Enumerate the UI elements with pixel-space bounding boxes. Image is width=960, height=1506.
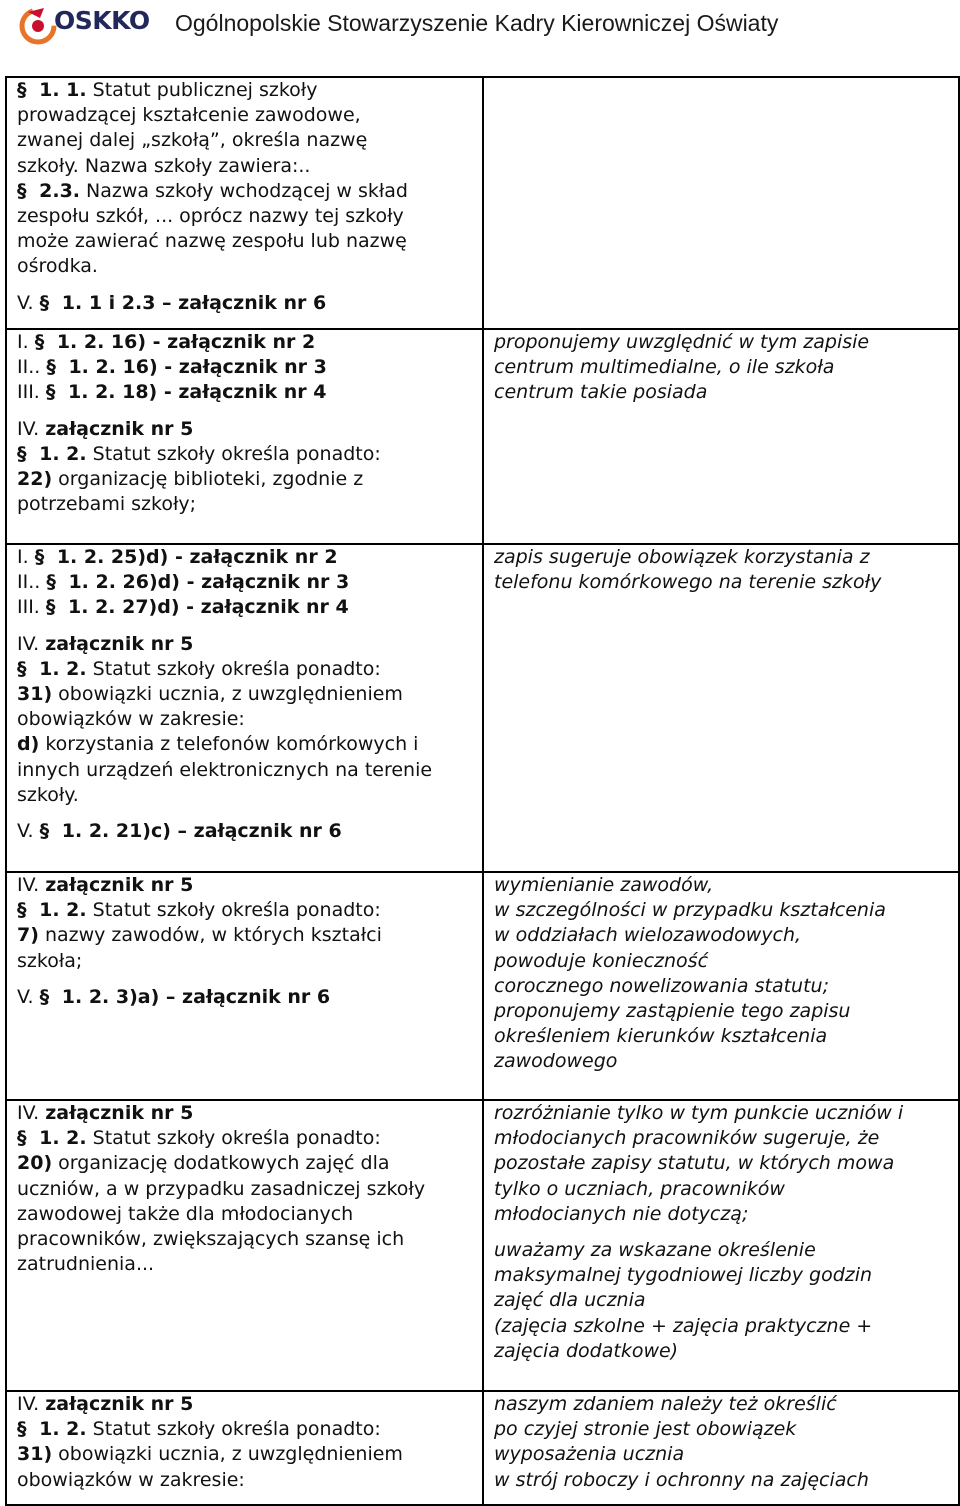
- text-line: [494, 999, 950, 1024]
- text-line: [494, 1126, 950, 1151]
- provision-paragraph: [17, 873, 474, 974]
- text-line: [494, 330, 950, 355]
- table-row: [6, 872, 959, 1100]
- text-line: [17, 1126, 474, 1151]
- text-line: [494, 1263, 950, 1288]
- text-segment: centrum multimedialne, o ile szkoła: [494, 356, 835, 379]
- text-line: [17, 78, 474, 103]
- text-segment: IV.: [17, 1393, 46, 1415]
- section-sign: §: [45, 381, 63, 404]
- text-line: [17, 103, 474, 128]
- text-line: [17, 291, 474, 316]
- text-segment: Statut szkoły określa ponadto:: [86, 657, 381, 680]
- text-segment: 1. 1.: [39, 79, 87, 101]
- text-line: [494, 1151, 950, 1176]
- text-segment: V.: [17, 985, 40, 1008]
- text-segment: telefonu komórkowego na terenie szkoły: [494, 571, 882, 594]
- text-line: [17, 873, 474, 898]
- comment-paragraph: [494, 330, 950, 406]
- statute-comments-table: [5, 76, 960, 1506]
- text-line: [17, 1101, 474, 1126]
- text-segment: w szczególności w przypadku kształcenia: [494, 899, 886, 922]
- text-line: [17, 1151, 474, 1176]
- text-segment: Statut szkoły określa ponadto:: [86, 442, 381, 465]
- text-line: [494, 1202, 950, 1227]
- text-segment: wyposażenia ucznia: [494, 1443, 685, 1466]
- text-line: [17, 1202, 474, 1227]
- text-segment: Nazwa szkoły wchodzącej w skład: [80, 179, 408, 202]
- provision-paragraph: [17, 417, 474, 518]
- text-segment: załącznik nr 5: [45, 1102, 194, 1124]
- text-segment: szkoła;: [17, 949, 83, 972]
- comment-cell: [483, 329, 959, 544]
- text-segment: corocznego nowelizowania statutu;: [494, 974, 829, 997]
- page-header: [0, 0, 960, 60]
- text-segment: 1. 2. 27)d) - załącznik nr 4: [68, 596, 349, 619]
- text-line: [494, 1238, 950, 1263]
- text-segment: nazwy zawodów, w których kształci: [38, 924, 382, 947]
- text-segment: obowiązków w zakresie:: [17, 708, 245, 731]
- text-line: [17, 229, 474, 254]
- text-segment: centrum takie posiada: [494, 381, 708, 404]
- text-segment: tylko o uczniach, pracowników: [494, 1177, 785, 1200]
- text-line: [17, 204, 474, 229]
- section-sign: §: [17, 657, 34, 680]
- text-segment: 7): [17, 924, 39, 947]
- text-segment: 1. 2. 26)d) - załącznik nr 3: [68, 571, 350, 594]
- section-sign: §: [17, 1418, 34, 1441]
- section-sign: §: [39, 820, 56, 843]
- text-line: [494, 949, 950, 974]
- text-segment: 20): [17, 1152, 53, 1175]
- text-segment: załącznik nr 5: [45, 874, 194, 896]
- text-line: [17, 657, 474, 682]
- text-line: [17, 492, 474, 517]
- text-line: [17, 179, 474, 204]
- text-segment: organizację dodatkowych zajęć dla: [52, 1152, 390, 1175]
- organization-name: Ogólnopolskie Stowarzyszenie Kadry Kierowniczej Oświaty: [175, 10, 779, 36]
- statute-provision-cell: [6, 544, 483, 872]
- comment-paragraph: [494, 873, 950, 1075]
- table-row: [6, 329, 959, 544]
- text-line: [494, 898, 950, 923]
- text-line: [17, 923, 474, 948]
- text-segment: w strój roboczy i ochronny na zajęciach: [494, 1468, 869, 1491]
- statute-provision-cell: [6, 329, 483, 544]
- text-line: [17, 985, 474, 1010]
- text-segment: IV.: [17, 632, 46, 655]
- text-line: [17, 1252, 474, 1277]
- text-line: [17, 1417, 474, 1442]
- section-sign: §: [17, 442, 34, 465]
- text-line: [17, 254, 474, 279]
- comment-cell: [483, 1391, 959, 1505]
- text-line: [17, 732, 474, 757]
- text-line: [17, 898, 474, 923]
- comment-paragraph: [494, 1238, 950, 1364]
- text-segment: wymienianie zawodów,: [494, 874, 714, 896]
- text-line: [494, 355, 950, 380]
- text-line: [17, 1227, 474, 1252]
- text-segment: III.: [17, 596, 46, 619]
- table-row: [6, 77, 959, 329]
- text-segment: 1. 2. 16) - załącznik nr 3: [68, 356, 327, 379]
- text-segment: zawodowej także dla młodocianych: [17, 1202, 354, 1225]
- text-line: [494, 1049, 950, 1074]
- text-segment: II..: [17, 356, 47, 379]
- text-segment: I.: [17, 331, 35, 353]
- statute-provision-cell: [6, 872, 483, 1100]
- text-segment: innych urządzeń elektronicznych na terenie: [17, 758, 433, 781]
- text-line: [494, 380, 950, 405]
- text-segment: naszym zdaniem należy też określić: [494, 1393, 837, 1415]
- comment-paragraph: [494, 1101, 950, 1227]
- comment-paragraph: [494, 545, 950, 595]
- text-segment: V.: [17, 820, 40, 843]
- provision-paragraph: [17, 819, 474, 844]
- logo-text: OSKKO: [54, 6, 150, 35]
- text-line: [17, 380, 474, 405]
- provision-paragraph: [17, 1101, 474, 1277]
- text-line: [494, 873, 950, 898]
- text-line: [494, 1442, 950, 1467]
- text-line: [17, 632, 474, 657]
- text-segment: 1. 2.: [39, 1418, 87, 1441]
- text-line: [17, 467, 474, 492]
- provision-paragraph: [17, 632, 474, 808]
- text-segment: proponujemy zastąpienie tego zapisu: [494, 1000, 851, 1023]
- text-line: [494, 1024, 950, 1049]
- section-sign: §: [34, 546, 51, 568]
- comment-paragraph: [494, 1392, 950, 1493]
- section-sign: §: [17, 899, 34, 922]
- text-line: [17, 442, 474, 467]
- text-line: [17, 819, 474, 844]
- text-segment: pracowników, zwiększających szansę ich: [17, 1228, 405, 1251]
- text-segment: obowiązki ucznia, z uwzględnieniem: [52, 683, 403, 706]
- text-segment: uczniów, a w przypadku zasadniczej szkoły: [17, 1177, 426, 1200]
- text-segment: 22): [17, 468, 53, 491]
- text-segment: II..: [17, 571, 47, 594]
- statute-provision-cell: [6, 1100, 483, 1391]
- text-segment: 1. 2.: [39, 442, 87, 465]
- text-segment: 1. 2.: [39, 899, 87, 922]
- text-segment: prowadzącej kształcenie zawodowe,: [17, 104, 361, 127]
- text-line: [494, 1339, 950, 1364]
- table-row: [6, 544, 959, 872]
- text-segment: zapis sugeruje obowiązek korzystania z: [494, 546, 870, 568]
- text-line: [17, 1468, 474, 1493]
- text-line: [17, 949, 474, 974]
- text-segment: szkoły.: [17, 783, 79, 806]
- text-segment: 1. 2. 21)c) – załącznik nr 6: [61, 820, 342, 843]
- text-line: [494, 1468, 950, 1493]
- provision-paragraph: [17, 1392, 474, 1493]
- text-segment: 31): [17, 1443, 53, 1466]
- text-segment: załącznik nr 5: [45, 417, 194, 440]
- text-segment: ośrodka.: [17, 255, 98, 278]
- text-segment: po czyjej stronie jest obowiązek: [494, 1418, 797, 1441]
- section-sign: §: [17, 79, 34, 101]
- text-line: [17, 1177, 474, 1202]
- text-segment: określeniem kierunków kształcenia: [494, 1025, 828, 1048]
- statute-provision-cell: [6, 1391, 483, 1505]
- text-line: [17, 682, 474, 707]
- text-line: [494, 1177, 950, 1202]
- comment-cell: [483, 77, 959, 329]
- text-segment: może zawierać nazwę zespołu lub nazwę: [17, 230, 407, 253]
- text-segment: rozróżnianie tylko w tym punkcie uczniów i: [494, 1102, 904, 1124]
- text-segment: załącznik nr 5: [45, 632, 194, 655]
- text-segment: zawodowego: [494, 1050, 618, 1073]
- comment-cell: [483, 544, 959, 872]
- text-segment: 1. 2. 3)a) – załącznik nr 6: [61, 985, 331, 1008]
- text-segment: IV.: [17, 874, 46, 896]
- text-segment: V.: [17, 291, 40, 314]
- text-segment: 1. 2. 16) - załącznik nr 2: [56, 331, 316, 353]
- text-line: [17, 545, 474, 570]
- provision-paragraph: [17, 78, 474, 280]
- text-line: [494, 545, 950, 570]
- provision-paragraph: [17, 985, 474, 1010]
- text-line: [494, 974, 950, 999]
- provision-paragraph: [17, 330, 474, 406]
- text-segment: Statut szkoły określa ponadto:: [86, 1127, 381, 1150]
- table-row: [6, 1100, 959, 1391]
- text-segment: zajęcia dodatkowe): [494, 1339, 679, 1362]
- text-line: [17, 1442, 474, 1467]
- section-sign: §: [39, 985, 56, 1008]
- comment-cell: [483, 872, 959, 1100]
- text-line: [494, 1314, 950, 1339]
- text-line: [494, 1392, 950, 1417]
- section-sign: §: [46, 571, 63, 594]
- text-segment: zajęć dla ucznia: [494, 1289, 646, 1312]
- provision-paragraph: [17, 291, 474, 316]
- text-line: [494, 1288, 950, 1313]
- text-segment: obowiązki ucznia, z uwzględnieniem: [52, 1443, 403, 1466]
- text-segment: 1. 2. 18) - załącznik nr 4: [68, 381, 327, 404]
- text-line: [17, 417, 474, 442]
- section-sign: §: [39, 291, 56, 314]
- text-line: [17, 154, 474, 179]
- text-line: [494, 1101, 950, 1126]
- text-segment: organizację biblioteki, zgodnie z: [52, 468, 364, 491]
- text-line: [17, 355, 474, 380]
- section-sign: §: [46, 356, 63, 379]
- statute-provision-cell: [6, 77, 483, 329]
- text-segment: załącznik nr 5: [45, 1393, 194, 1415]
- text-segment: młodocianych nie dotyczą;: [494, 1202, 749, 1225]
- text-segment: Statut publicznej szkoły: [86, 79, 318, 101]
- text-segment: 1. 2.: [39, 657, 87, 680]
- text-segment: I.: [17, 546, 35, 568]
- text-segment: zespołu szkół, ... oprócz nazwy tej szkoły: [17, 205, 404, 228]
- text-line: [494, 570, 950, 595]
- text-line: [17, 595, 474, 620]
- text-line: [17, 783, 474, 808]
- section-sign: §: [17, 1127, 34, 1150]
- text-segment: potrzebami szkoły;: [17, 493, 197, 516]
- comment-cell: [483, 1100, 959, 1391]
- section-sign: §: [17, 179, 34, 202]
- text-segment: powoduje konieczność: [494, 949, 709, 972]
- text-segment: Statut szkoły określa ponadto:: [86, 899, 381, 922]
- text-segment: IV.: [17, 1102, 46, 1124]
- text-segment: d): [17, 733, 40, 756]
- text-segment: IV.: [17, 417, 46, 440]
- text-line: [494, 923, 950, 948]
- text-segment: III.: [17, 381, 46, 404]
- text-segment: (zajęcia szkolne + zajęcia praktyczne +: [494, 1314, 873, 1337]
- text-line: [17, 707, 474, 732]
- text-segment: w oddziałach wielozawodowych,: [494, 924, 802, 947]
- text-segment: zwanej dalej „szkołą”, określa nazwę: [17, 129, 368, 152]
- text-segment: młodocianych pracowników sugeruje, że: [494, 1127, 880, 1150]
- text-segment: proponujemy uwzględnić w tym zapisie: [494, 331, 870, 353]
- section-sign: §: [45, 596, 63, 619]
- text-segment: korzystania z telefonów komórkowych i: [39, 733, 419, 756]
- text-segment: maksymalnej tygodniowej liczby godzin: [494, 1264, 873, 1287]
- text-line: [17, 1392, 474, 1417]
- text-segment: 2.3.: [39, 179, 81, 202]
- section-sign: §: [34, 331, 51, 353]
- text-line: [494, 1417, 950, 1442]
- text-segment: pozostałe zapisy statutu, w których mowa: [494, 1152, 895, 1175]
- text-line: [17, 570, 474, 595]
- text-segment: uważamy za wskazane określenie: [494, 1239, 816, 1262]
- text-segment: Statut szkoły określa ponadto:: [86, 1418, 381, 1441]
- text-segment: zatrudnienia...: [17, 1253, 155, 1276]
- text-segment: 1. 2.: [39, 1127, 87, 1150]
- text-segment: 1. 1 i 2.3 – załącznik nr 6: [61, 291, 327, 314]
- provision-paragraph: [17, 545, 474, 621]
- text-segment: 1. 2. 25)d) - załącznik nr 2: [56, 546, 338, 568]
- text-segment: 31): [17, 683, 53, 706]
- text-segment: obowiązków w zakresie:: [17, 1468, 245, 1491]
- text-line: [17, 758, 474, 783]
- table-row: [6, 1391, 959, 1505]
- text-segment: szkoły. Nazwa szkoły zawiera:..: [17, 154, 311, 177]
- text-line: [17, 128, 474, 153]
- text-line: [17, 330, 474, 355]
